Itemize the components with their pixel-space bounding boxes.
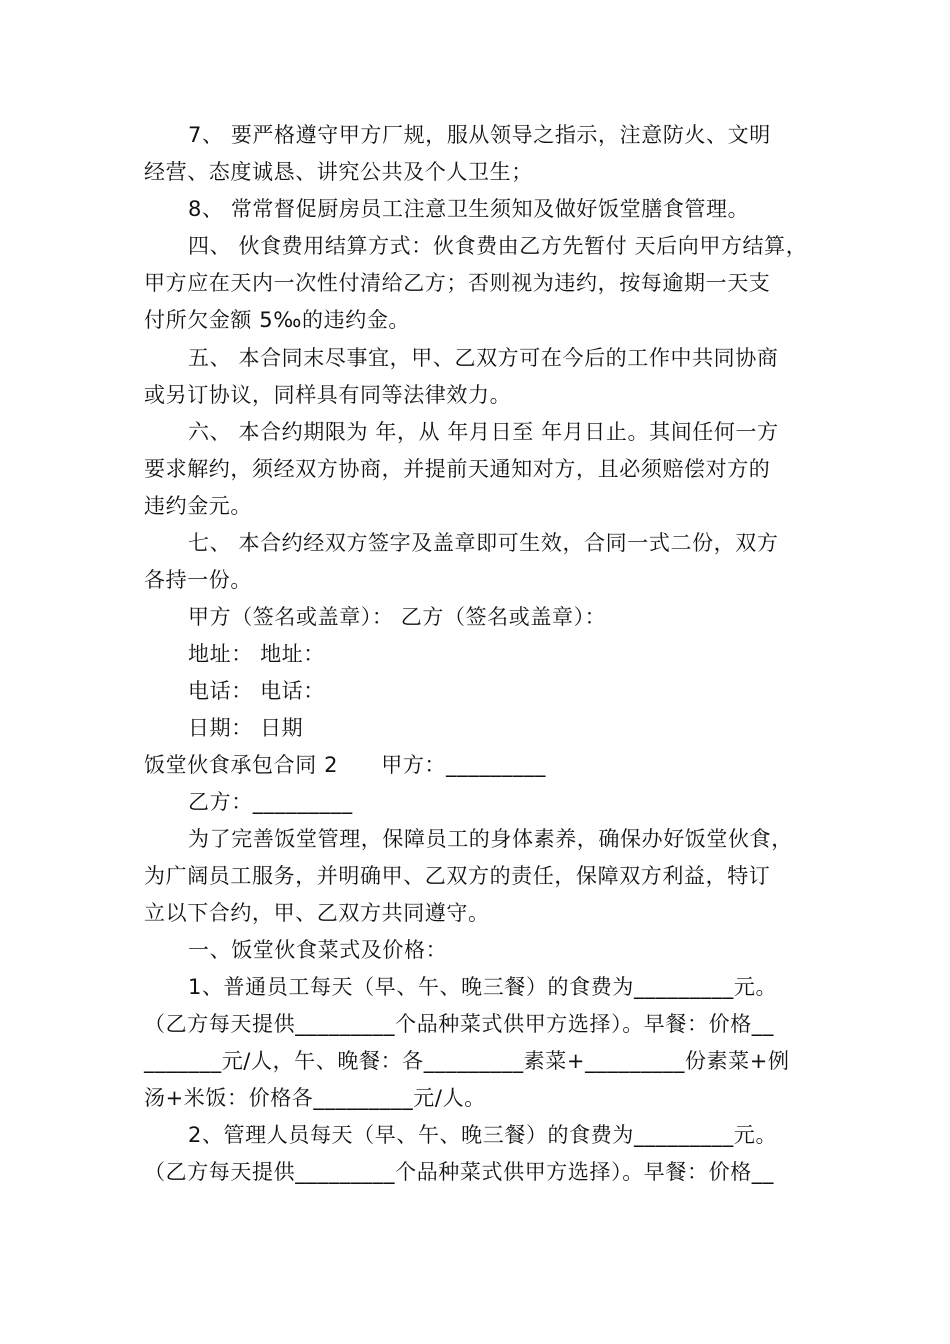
contract-heading: 饭堂伙食承包合同 2 甲方：_________	[144, 753, 546, 777]
phone-line: 电话： 电话：	[188, 679, 325, 703]
text-line: 1、普通员工每天（早、午、晚三餐）的食费为_________元。	[188, 975, 778, 999]
text-line: 为了完善饭堂管理，保障员工的身体素养，确保办好饭堂伙食，	[188, 827, 793, 851]
text-line: 七、 本合约经双方签字及盖章即可生效，合同一式二份，双方	[188, 531, 779, 555]
date-line: 日期： 日期	[188, 716, 304, 740]
section-heading: 一、饭堂伙食菜式及价格：	[188, 938, 448, 962]
text-line: 六、 本合约期限为 年，从 年月日至 年月日止。其间任何一方	[188, 420, 779, 444]
text-line: 甲方应在天内一次性付清给乙方；否则视为违约，按每逾期一天支	[144, 271, 771, 295]
text-line: 7、 要严格遵守甲方厂规，服从领导之指示，注意防火、文明	[188, 123, 771, 147]
signature-line: 甲方（签名或盖章）： 乙方（签名或盖章）：	[188, 605, 607, 629]
text-line: 汤+米饭：价格各_________元/人。	[144, 1086, 486, 1110]
text-line: 2、管理人员每天（早、午、晚三餐）的食费为_________元。	[188, 1123, 778, 1147]
text-line: 要求解约，须经双方协商，并提前天通知对方，且必须赔偿对方的	[144, 457, 771, 481]
text-line: 经营、态度诚恳、讲究公共及个人卫生；	[144, 160, 533, 184]
text-line: 为广阔员工服务，并明确甲、乙双方的责任，保障双方利益，特订	[144, 864, 771, 888]
text-line: （乙方每天提供_________个品种菜式供甲方选择）。早餐：价格__	[144, 1012, 774, 1036]
text-line: 8、 常常督促厨房员工注意卫生须知及做好饭堂膳食管理。	[188, 197, 750, 221]
text-line: 立以下合约，甲、乙双方共同遵守。	[144, 901, 490, 925]
text-line: 付所欠金额 5‰的违约金。	[144, 308, 411, 332]
text-line: _______元/人，午、晚餐：各_________素菜+_________份素菜+例	[144, 1049, 790, 1073]
text-line: 各持一份。	[144, 568, 252, 592]
text-line: （乙方每天提供_________个品种菜式供甲方选择）。早餐：价格__	[144, 1160, 774, 1184]
address-line: 地址： 地址：	[188, 642, 325, 666]
text-line: 五、 本合同末尽事宜，甲、乙双方可在今后的工作中共同协商	[188, 346, 779, 370]
text-line: 违约金元。	[144, 494, 252, 518]
text-line: 四、 伙食费用结算方式：伙食费由乙方先暂付 天后向甲方结算，	[188, 234, 808, 258]
text-line: 或另订协议，同样具有同等法律效力。	[144, 383, 512, 407]
party-b-line: 乙方：_________	[188, 790, 353, 814]
